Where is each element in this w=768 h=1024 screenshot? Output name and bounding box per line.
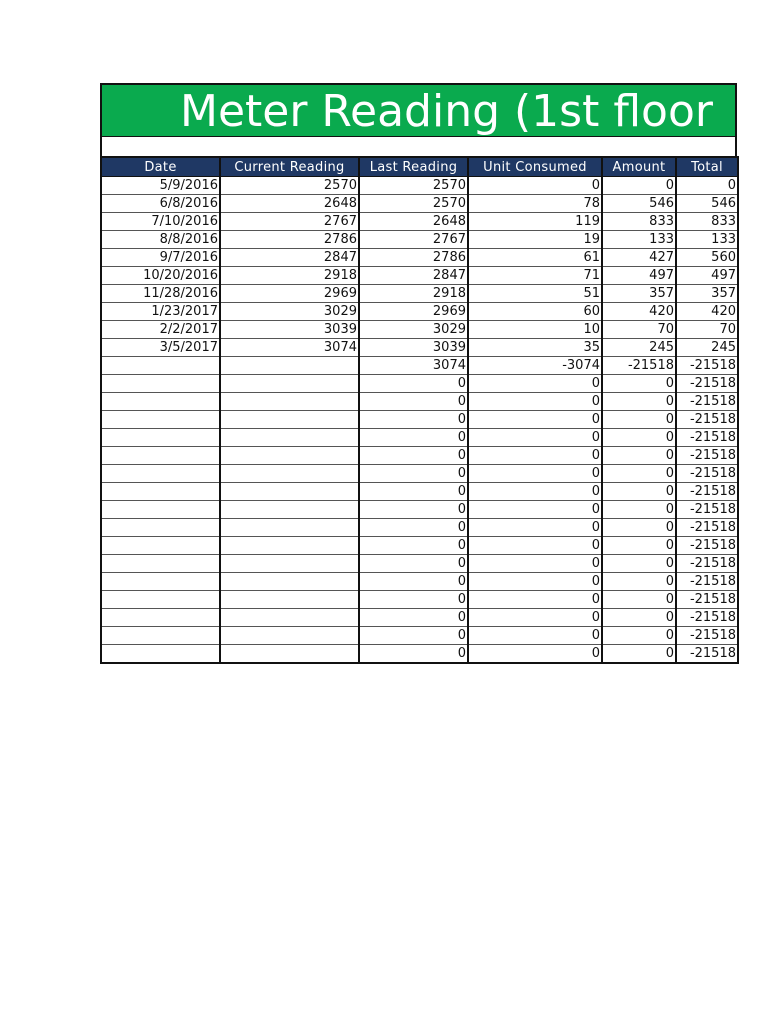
cell-amount[interactable]: 245	[602, 339, 676, 357]
cell-unit-consumed[interactable]: 0	[468, 483, 602, 501]
cell-current-reading[interactable]	[220, 609, 359, 627]
cell-date[interactable]: 10/20/2016	[101, 267, 220, 285]
cell-unit-consumed[interactable]: 0	[468, 411, 602, 429]
cell-amount[interactable]: 0	[602, 447, 676, 465]
header-total[interactable]: Total	[676, 157, 738, 177]
cell-date[interactable]	[101, 429, 220, 447]
cell-amount[interactable]: 0	[602, 573, 676, 591]
cell-total[interactable]: -21518	[676, 393, 738, 411]
cell-current-reading[interactable]	[220, 393, 359, 411]
cell-date[interactable]	[101, 537, 220, 555]
cell-last-reading[interactable]: 2570	[359, 177, 468, 195]
header-unit-consumed[interactable]: Unit Consumed	[468, 157, 602, 177]
cell-amount[interactable]: 0	[602, 519, 676, 537]
cell-date[interactable]	[101, 393, 220, 411]
cell-unit-consumed[interactable]: 119	[468, 213, 602, 231]
cell-last-reading[interactable]: 2847	[359, 267, 468, 285]
cell-current-reading[interactable]: 2918	[220, 267, 359, 285]
cell-amount[interactable]: -21518	[602, 357, 676, 375]
cell-amount[interactable]: 0	[602, 483, 676, 501]
cell-last-reading[interactable]: 0	[359, 375, 468, 393]
cell-date[interactable]	[101, 447, 220, 465]
cell-total[interactable]: -21518	[676, 483, 738, 501]
cell-last-reading[interactable]: 2570	[359, 195, 468, 213]
cell-amount[interactable]: 0	[602, 609, 676, 627]
cell-current-reading[interactable]: 3039	[220, 321, 359, 339]
cell-total[interactable]: -21518	[676, 465, 738, 483]
cell-current-reading[interactable]	[220, 645, 359, 664]
cell-current-reading[interactable]	[220, 483, 359, 501]
cell-last-reading[interactable]: 0	[359, 537, 468, 555]
cell-date[interactable]: 2/2/2017	[101, 321, 220, 339]
table-row	[101, 447, 738, 465]
meter-reading-sheet	[100, 83, 737, 664]
cell-last-reading[interactable]: 0	[359, 483, 468, 501]
cell-current-reading[interactable]	[220, 429, 359, 447]
cell-current-reading[interactable]	[220, 465, 359, 483]
table-body	[101, 177, 738, 664]
cell-total[interactable]: 833	[676, 213, 738, 231]
cell-total[interactable]: -21518	[676, 591, 738, 609]
cell-current-reading[interactable]: 2767	[220, 213, 359, 231]
cell-last-reading[interactable]: 0	[359, 573, 468, 591]
cell-unit-consumed[interactable]: 19	[468, 231, 602, 249]
cell-current-reading[interactable]: 3074	[220, 339, 359, 357]
cell-date[interactable]	[101, 501, 220, 519]
cell-current-reading[interactable]: 3029	[220, 303, 359, 321]
header-current-reading[interactable]: Current Reading	[220, 157, 359, 177]
cell-total[interactable]: -21518	[676, 555, 738, 573]
table-row	[101, 591, 738, 609]
cell-unit-consumed[interactable]: -3074	[468, 357, 602, 375]
table-row	[101, 537, 738, 555]
cell-total[interactable]: 133	[676, 231, 738, 249]
table-row	[101, 411, 738, 429]
cell-total[interactable]: -21518	[676, 447, 738, 465]
table-row	[101, 609, 738, 627]
cell-amount[interactable]: 0	[602, 537, 676, 555]
cell-date[interactable]	[101, 375, 220, 393]
cell-last-reading[interactable]: 0	[359, 411, 468, 429]
cell-amount[interactable]: 833	[602, 213, 676, 231]
cell-date[interactable]: 8/8/2016	[101, 231, 220, 249]
cell-amount[interactable]: 546	[602, 195, 676, 213]
cell-unit-consumed[interactable]: 0	[468, 501, 602, 519]
cell-unit-consumed[interactable]: 0	[468, 609, 602, 627]
cell-unit-consumed[interactable]: 60	[468, 303, 602, 321]
cell-current-reading[interactable]	[220, 501, 359, 519]
table-row	[101, 213, 738, 231]
cell-unit-consumed[interactable]: 0	[468, 645, 602, 664]
cell-amount[interactable]: 0	[602, 555, 676, 573]
cell-current-reading[interactable]	[220, 375, 359, 393]
cell-total[interactable]: -21518	[676, 573, 738, 591]
cell-unit-consumed[interactable]: 61	[468, 249, 602, 267]
cell-total[interactable]: -21518	[676, 645, 738, 664]
cell-amount[interactable]: 0	[602, 501, 676, 519]
cell-unit-consumed[interactable]: 0	[468, 447, 602, 465]
cell-total[interactable]: -21518	[676, 609, 738, 627]
table-row	[101, 501, 738, 519]
cell-last-reading[interactable]: 2969	[359, 303, 468, 321]
cell-last-reading[interactable]: 0	[359, 393, 468, 411]
table-row	[101, 357, 738, 375]
table-row	[101, 555, 738, 573]
table-row	[101, 303, 738, 321]
cell-date[interactable]: 1/23/2017	[101, 303, 220, 321]
cell-total[interactable]: 560	[676, 249, 738, 267]
table-row	[101, 627, 738, 645]
cell-last-reading[interactable]: 0	[359, 555, 468, 573]
table-row	[101, 483, 738, 501]
table-row	[101, 321, 738, 339]
cell-last-reading[interactable]: 2918	[359, 285, 468, 303]
table-row	[101, 375, 738, 393]
meter-reading-table	[100, 156, 739, 664]
cell-total[interactable]: 245	[676, 339, 738, 357]
header-row	[101, 157, 738, 177]
cell-last-reading[interactable]: 2767	[359, 231, 468, 249]
cell-total[interactable]: -21518	[676, 375, 738, 393]
cell-date[interactable]	[101, 627, 220, 645]
cell-date[interactable]	[101, 465, 220, 483]
table-row	[101, 249, 738, 267]
cell-amount[interactable]: 133	[602, 231, 676, 249]
cell-last-reading[interactable]: 2786	[359, 249, 468, 267]
cell-last-reading[interactable]: 0	[359, 501, 468, 519]
table-row	[101, 393, 738, 411]
cell-current-reading[interactable]	[220, 519, 359, 537]
cell-date[interactable]: 11/28/2016	[101, 285, 220, 303]
table-row	[101, 195, 738, 213]
cell-amount[interactable]: 0	[602, 375, 676, 393]
table-row	[101, 285, 738, 303]
cell-last-reading[interactable]: 2648	[359, 213, 468, 231]
cell-current-reading[interactable]	[220, 573, 359, 591]
cell-total[interactable]: -21518	[676, 357, 738, 375]
cell-unit-consumed[interactable]: 0	[468, 591, 602, 609]
cell-last-reading[interactable]: 0	[359, 429, 468, 447]
cell-last-reading[interactable]: 0	[359, 627, 468, 645]
cell-total[interactable]: -21518	[676, 411, 738, 429]
cell-date[interactable]	[101, 519, 220, 537]
cell-date[interactable]	[101, 645, 220, 664]
cell-last-reading[interactable]: 3029	[359, 321, 468, 339]
cell-unit-consumed[interactable]: 0	[468, 375, 602, 393]
cell-unit-consumed[interactable]: 0	[468, 537, 602, 555]
cell-amount[interactable]: 70	[602, 321, 676, 339]
cell-last-reading[interactable]: 0	[359, 465, 468, 483]
cell-amount[interactable]: 0	[602, 393, 676, 411]
cell-unit-consumed[interactable]: 0	[468, 393, 602, 411]
cell-date[interactable]	[101, 609, 220, 627]
table-row	[101, 519, 738, 537]
cell-current-reading[interactable]	[220, 357, 359, 375]
cell-date[interactable]: 5/9/2016	[101, 177, 220, 195]
cell-current-reading[interactable]	[220, 627, 359, 645]
cell-current-reading[interactable]: 2570	[220, 177, 359, 195]
cell-total[interactable]: 357	[676, 285, 738, 303]
cell-unit-consumed[interactable]: 0	[468, 177, 602, 195]
cell-current-reading[interactable]	[220, 537, 359, 555]
cell-unit-consumed[interactable]: 0	[468, 465, 602, 483]
cell-total[interactable]: 0	[676, 177, 738, 195]
sheet-title: Meter Reading (1st floor	[180, 86, 713, 137]
cell-date[interactable]	[101, 573, 220, 591]
table-row	[101, 465, 738, 483]
cell-total[interactable]: 420	[676, 303, 738, 321]
cell-unit-consumed[interactable]: 0	[468, 429, 602, 447]
table-row	[101, 339, 738, 357]
cell-unit-consumed[interactable]: 51	[468, 285, 602, 303]
cell-current-reading[interactable]	[220, 447, 359, 465]
cell-unit-consumed[interactable]: 71	[468, 267, 602, 285]
cell-date[interactable]: 7/10/2016	[101, 213, 220, 231]
cell-last-reading[interactable]: 0	[359, 519, 468, 537]
blank-row	[100, 137, 737, 156]
cell-current-reading[interactable]	[220, 591, 359, 609]
header-amount[interactable]: Amount	[602, 157, 676, 177]
cell-current-reading[interactable]: 2969	[220, 285, 359, 303]
cell-current-reading[interactable]: 2648	[220, 195, 359, 213]
cell-date[interactable]: 6/8/2016	[101, 195, 220, 213]
cell-amount[interactable]: 0	[602, 429, 676, 447]
cell-amount[interactable]: 0	[602, 645, 676, 664]
table-row	[101, 267, 738, 285]
cell-amount[interactable]: 497	[602, 267, 676, 285]
cell-amount[interactable]: 0	[602, 465, 676, 483]
cell-unit-consumed[interactable]: 0	[468, 573, 602, 591]
cell-unit-consumed[interactable]: 35	[468, 339, 602, 357]
cell-amount[interactable]: 420	[602, 303, 676, 321]
cell-unit-consumed[interactable]: 78	[468, 195, 602, 213]
cell-unit-consumed[interactable]: 10	[468, 321, 602, 339]
table-row	[101, 231, 738, 249]
table-row	[101, 573, 738, 591]
table-row	[101, 645, 738, 664]
cell-date[interactable]	[101, 483, 220, 501]
cell-date[interactable]	[101, 555, 220, 573]
cell-date[interactable]: 3/5/2017	[101, 339, 220, 357]
cell-amount[interactable]: 357	[602, 285, 676, 303]
cell-current-reading[interactable]	[220, 555, 359, 573]
cell-date[interactable]	[101, 357, 220, 375]
cell-amount[interactable]: 0	[602, 591, 676, 609]
cell-total[interactable]: -21518	[676, 537, 738, 555]
header-date[interactable]: Date	[101, 157, 220, 177]
cell-total[interactable]: 70	[676, 321, 738, 339]
cell-unit-consumed[interactable]: 0	[468, 555, 602, 573]
cell-unit-consumed[interactable]: 0	[468, 627, 602, 645]
cell-total[interactable]: 546	[676, 195, 738, 213]
cell-last-reading[interactable]: 0	[359, 591, 468, 609]
header-last-reading[interactable]: Last Reading	[359, 157, 468, 177]
cell-total[interactable]: 497	[676, 267, 738, 285]
cell-date[interactable]	[101, 411, 220, 429]
cell-total[interactable]: -21518	[676, 627, 738, 645]
cell-date[interactable]	[101, 591, 220, 609]
cell-last-reading[interactable]: 0	[359, 609, 468, 627]
cell-current-reading[interactable]	[220, 411, 359, 429]
cell-current-reading[interactable]: 2847	[220, 249, 359, 267]
cell-amount[interactable]: 0	[602, 627, 676, 645]
cell-current-reading[interactable]: 2786	[220, 231, 359, 249]
title-bar	[100, 83, 737, 137]
table-row	[101, 177, 738, 195]
cell-total[interactable]: -21518	[676, 519, 738, 537]
cell-total[interactable]: -21518	[676, 501, 738, 519]
cell-amount[interactable]: 0	[602, 177, 676, 195]
cell-last-reading[interactable]: 0	[359, 447, 468, 465]
cell-amount[interactable]: 0	[602, 411, 676, 429]
cell-amount[interactable]: 427	[602, 249, 676, 267]
cell-last-reading[interactable]: 3074	[359, 357, 468, 375]
cell-last-reading[interactable]: 3039	[359, 339, 468, 357]
cell-last-reading[interactable]: 0	[359, 645, 468, 664]
cell-date[interactable]: 9/7/2016	[101, 249, 220, 267]
cell-unit-consumed[interactable]: 0	[468, 519, 602, 537]
cell-total[interactable]: -21518	[676, 429, 738, 447]
table-row	[101, 429, 738, 447]
